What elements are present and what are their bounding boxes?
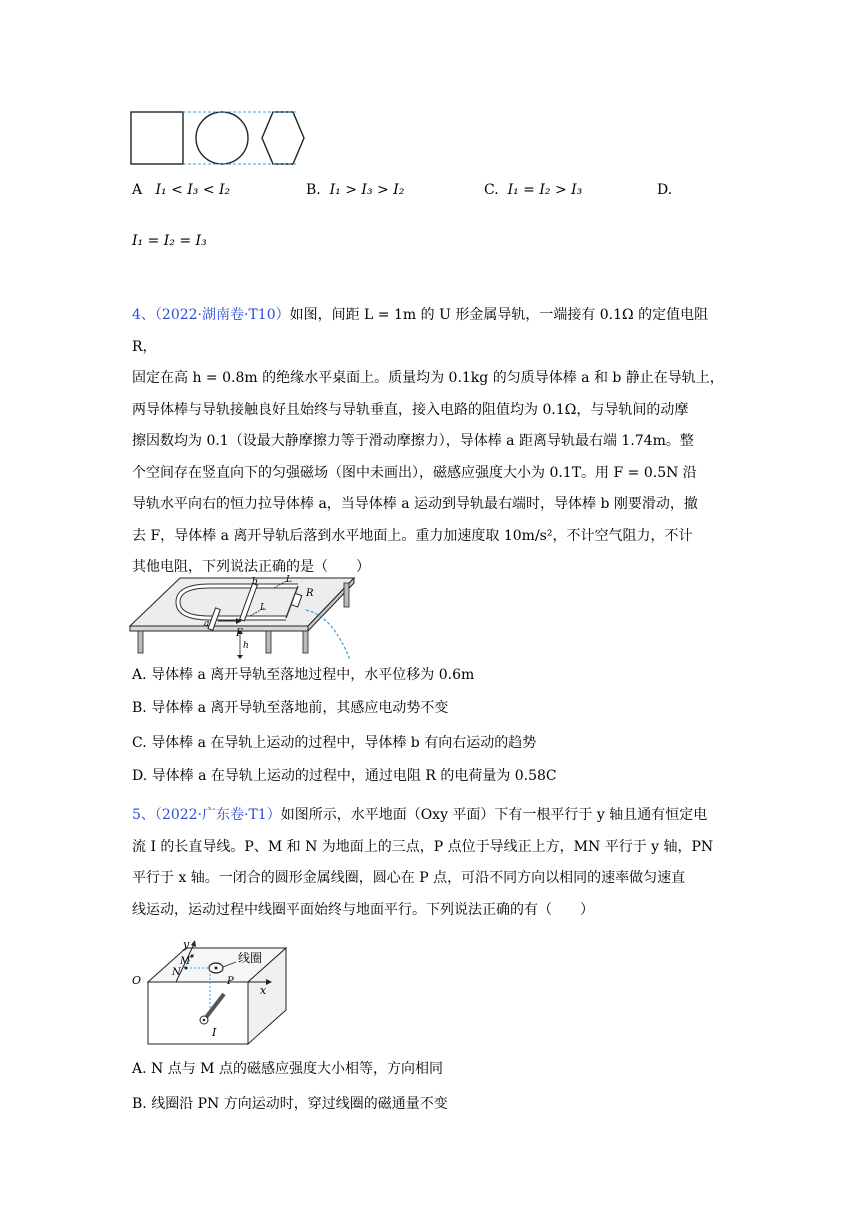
label-coil: 线圈 <box>238 951 263 965</box>
q4-rail-figure <box>128 568 360 660</box>
tabletop-edge <box>130 626 308 631</box>
q4-stem <box>132 300 732 584</box>
q4-option-d: D. 导体棒 a 在导轨上运动的过程中，通过电阻 R 的电荷量为 0.58C <box>132 768 557 784</box>
q4-option-c: C. 导体棒 a 在导轨上运动的过程中，导体棒 b 有向右运动的趋势 <box>132 735 537 751</box>
q4-stem-line-4: 擦因数均为 0.1（设最大静摩擦力等于滑动摩擦力），导体棒 a 距离导轨最右端 1.74m。整 <box>132 433 694 449</box>
label-y: y <box>183 938 190 951</box>
label-m: M <box>180 956 191 967</box>
square-shape <box>131 112 183 164</box>
q5-option-a: A. N 点与 M 点的磁感应强度大小相等，方向相同 <box>132 1061 443 1077</box>
label-l1: L <box>286 575 292 585</box>
box-front <box>148 982 248 1044</box>
q3-option-b: B. I₁ > I₃ > I₂ <box>306 182 405 198</box>
q4-option-b: B. 导体棒 a 离开导轨至落地前，其感应电动势不变 <box>132 700 449 716</box>
label-o: O <box>132 974 142 987</box>
q4-stem-line-7: 去 F，导体棒 a 离开导轨后落到水平地面上。重力加速度取 10m/s²，不计空气阻力，不计 <box>132 527 693 544</box>
label-p: P <box>227 976 234 987</box>
table-leg <box>344 583 349 607</box>
q5-stem-line-1: 5、（2022·广东卷·T1）如图所示，水平地面（Oxy 平面）下有一根平行于 y 轴且通有恒定电 <box>132 807 708 823</box>
q4-stem-line-2: 固定在高 h = 0.8m 的绝缘水平桌面上。质量均为 0.1kg 的匀质导体棒 a 和 b 静止在导轨上， <box>132 370 724 386</box>
q5-stem-line-4: 线运动，运动过程中线圈平面始终与地面平行。下列说法正确的有（ ） <box>132 901 594 918</box>
q5-stem <box>132 800 732 926</box>
table-leg <box>303 631 308 653</box>
label-x: x <box>260 984 267 997</box>
circle-shape <box>196 112 248 164</box>
q3-shapes-figure <box>128 108 308 168</box>
label-h: h <box>243 641 249 651</box>
label-l2: L <box>260 603 266 613</box>
hexagon-shape <box>262 112 304 164</box>
q5-stem-line-2: 流 I 的长直导线。P、M 和 N 为地面上的三点，P 点位于导线正上方，MN 平行于 y 轴，PN <box>132 838 714 855</box>
table-leg <box>138 631 143 653</box>
q4-stem-line-1: 4、（2022·湖南卷·T10）如图，间距 L = 1m 的 U 形金属导轨，一端接有 0.1Ω 的定值电阻 R， <box>132 307 709 355</box>
table-leg <box>266 631 271 653</box>
label-r: R <box>306 588 314 599</box>
label-a: a <box>204 619 210 629</box>
point-m <box>191 955 194 958</box>
label-i: I <box>212 1026 217 1039</box>
q3-option-a: A I₁ < I₃ < I₂ <box>132 182 231 198</box>
q5-option-b: B. 线圈沿 PN 方向运动时，穿过线圈的磁通量不变 <box>132 1096 448 1112</box>
label-n: N <box>172 967 181 978</box>
q4-stem-line-5: 个空间存在竖直向下的匀强磁场（图中未画出），磁感应强度大小为 0.1T。用 F = 0.5N 沿 <box>132 464 697 481</box>
q5-box-figure <box>128 938 298 1050</box>
q3-option-d-label: D. <box>657 182 673 198</box>
label-f: F <box>236 628 243 639</box>
q4-stem-line-6: 导轨水平向右的恒力拉导体棒 a，当导体棒 a 运动到导轨最右端时，导体棒 b 刚要滑动，撤 <box>132 496 698 512</box>
label-b: b <box>252 577 258 587</box>
q4-option-a: A. 导体棒 a 离开导轨至落地过程中，水平位移为 0.6m <box>132 667 475 683</box>
q4-stem-line-8: 其他电阻，下列说法正确的是（ ） <box>132 559 370 575</box>
q3-option-c: C. I₁ = I₂ > I₃ <box>484 182 583 198</box>
q4-stem-line-3: 两导体棒与导轨接触良好且始终与导轨垂直，接入电路的阻值均为 0.1Ω，与导轨间的动摩 <box>132 401 689 418</box>
q5-stem-line-3: 平行于 x 轴。一闭合的圆形金属线圈，圆心在 P 点，可沿不同方向以相同的速率做匀速直 <box>132 870 686 886</box>
q3-option-d-expr: I₁ = I₂ = I₃ <box>132 233 207 249</box>
